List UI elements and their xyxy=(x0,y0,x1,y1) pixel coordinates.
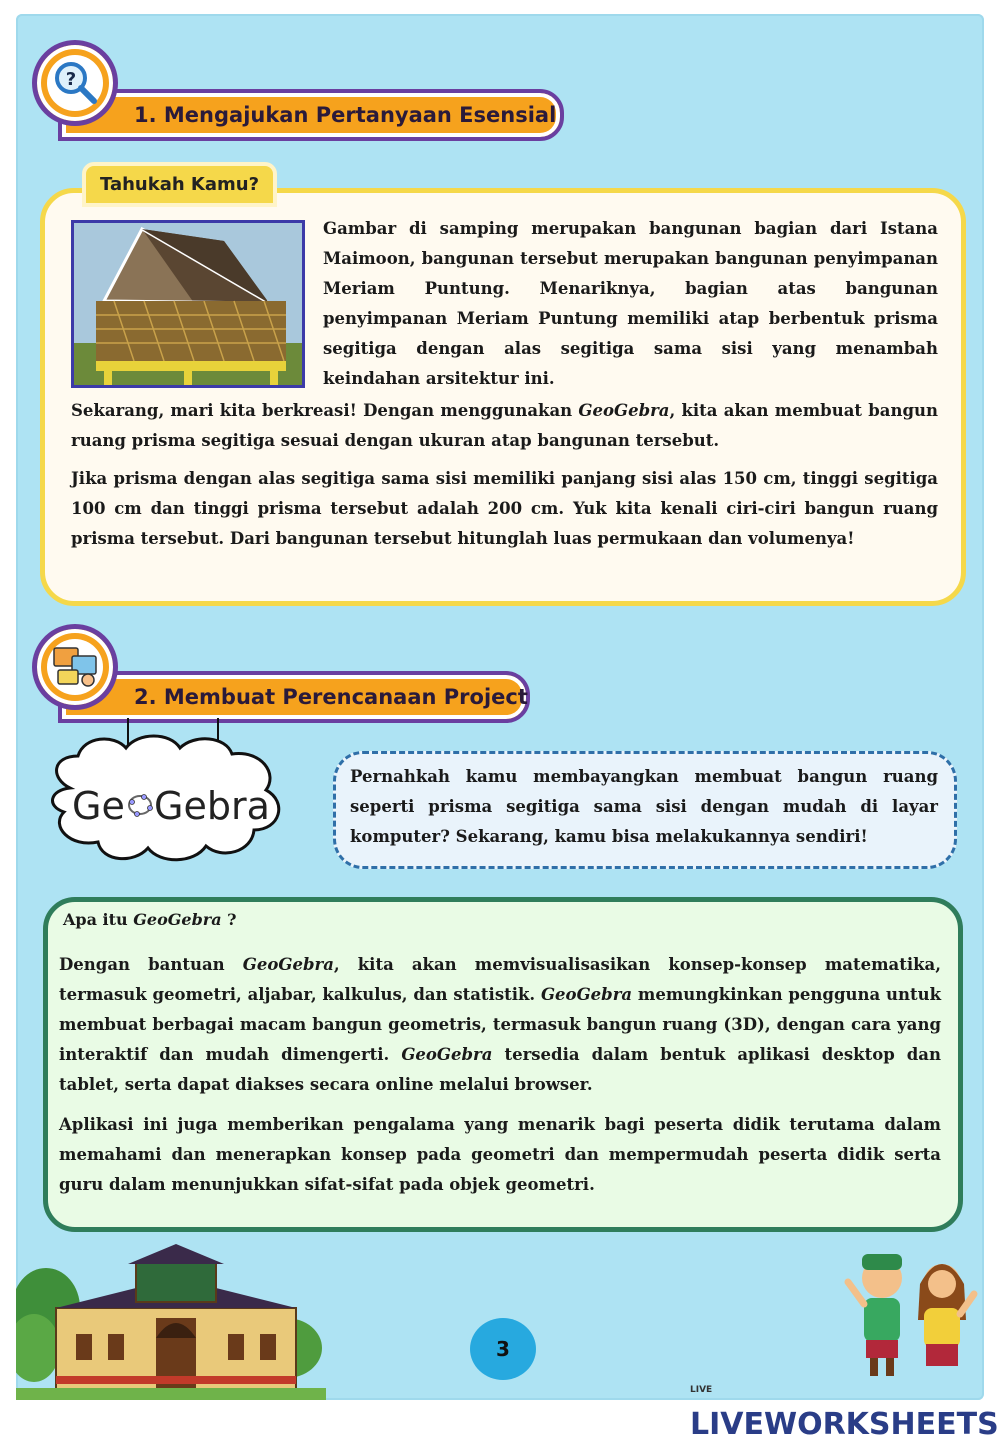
brand-text: LIVEWORKSHEETS xyxy=(690,1407,999,1442)
children-illustration xyxy=(842,1244,982,1378)
liveworksheets-brand[interactable] xyxy=(690,1372,1000,1442)
svg-text:?: ? xyxy=(65,69,77,90)
create-paragraph: Sekarang, mari kita berkreasi! Dengan menggunakan GeoGebra, kita akan membuat bangun ruang prisma segitiga sesuai dengan ukuran atap bangunan tersebut. xyxy=(71,401,938,450)
palace-illustration xyxy=(16,1238,326,1400)
istana-maimoon-photo xyxy=(71,220,305,388)
question-text: Pernahkah kamu membayangkan membuat bangun ruang seperti prisma segitiga sama sisi dengan mudah di layar komputer? Sekarang, kamu bisa melakukannya sendiri! xyxy=(350,767,938,846)
tahukah-kamu-tab: Tahukah Kamu? xyxy=(82,162,277,207)
section1-badge xyxy=(32,40,118,126)
brand-small-text: LIVE xyxy=(690,1385,713,1395)
section2-title: 2. Membuat Perencanaan Project xyxy=(134,685,528,709)
section1-title: 1. Mengajukan Pertanyaan Esensial xyxy=(134,103,557,127)
apa-itu-geogebra-heading: Apa itu GeoGebra ? xyxy=(63,910,237,929)
geogebra-logo-cloud xyxy=(40,718,290,878)
magnifier-question-icon xyxy=(50,58,100,108)
section1-header-bar xyxy=(58,89,564,141)
geogebra-description-paragraph: Dengan bantuan GeoGebra, kita akan memvisualisasikan konsep-konsep matematika, termasuk geometri, aljabar, kalkulus, dan statistik. GeoGebra memungkinkan pengguna untuk membuat berbagai macam bangun geometris, termasuk bangun ruang (3D), dengan cara yang interaktif dan mudah dimengerti. GeoGebra tersedia dalam bentuk aplikasi desktop dan tablet, serta dapat diakses secara online melalui browser. xyxy=(59,955,942,1094)
project-planning-icon xyxy=(50,642,100,692)
section2-header-bar xyxy=(58,671,530,723)
geogebra-logo-text-a: Ge xyxy=(72,784,125,828)
intro-paragraph: Gambar di samping merupakan bangunan bagian dari Istana Maimoon, bangunan tersebut merupakan bangunan penyimpanan Meriam Puntung. Menariknya, bagian atas bangunan penyimpanan Meriam Puntung memiliki atap berbentuk prisma segitiga dengan alas segitiga sama sisi yang menambah keindahan arsitektur ini. xyxy=(323,219,938,388)
geogebra-logo-text-b: Gebra xyxy=(154,784,270,828)
geogebra-benefit-paragraph: Aplikasi ini juga memberikan pengalama yang menarik bagi peserta didik terutama dalam memahami dan menerapkan konsep pada geometri dan mempermudah peserta didik serta guru dalam menunjukkan sifat-sifat pada objek geometri. xyxy=(59,1115,941,1194)
section2-badge xyxy=(32,624,118,710)
page-number-badge: 3 xyxy=(470,1318,536,1380)
prism-problem-paragraph: Jika prisma dengan alas segitiga sama sisi memiliki panjang sisi alas 150 cm, tinggi segitiga 100 cm dan tinggi prisma tersebut adalah 200 cm. Yuk kita kenali ciri-ciri bangun ruang prisma tersebut. Dari bangunan tersebut hitunglah luas permukaan dan volumenya! xyxy=(71,469,938,548)
